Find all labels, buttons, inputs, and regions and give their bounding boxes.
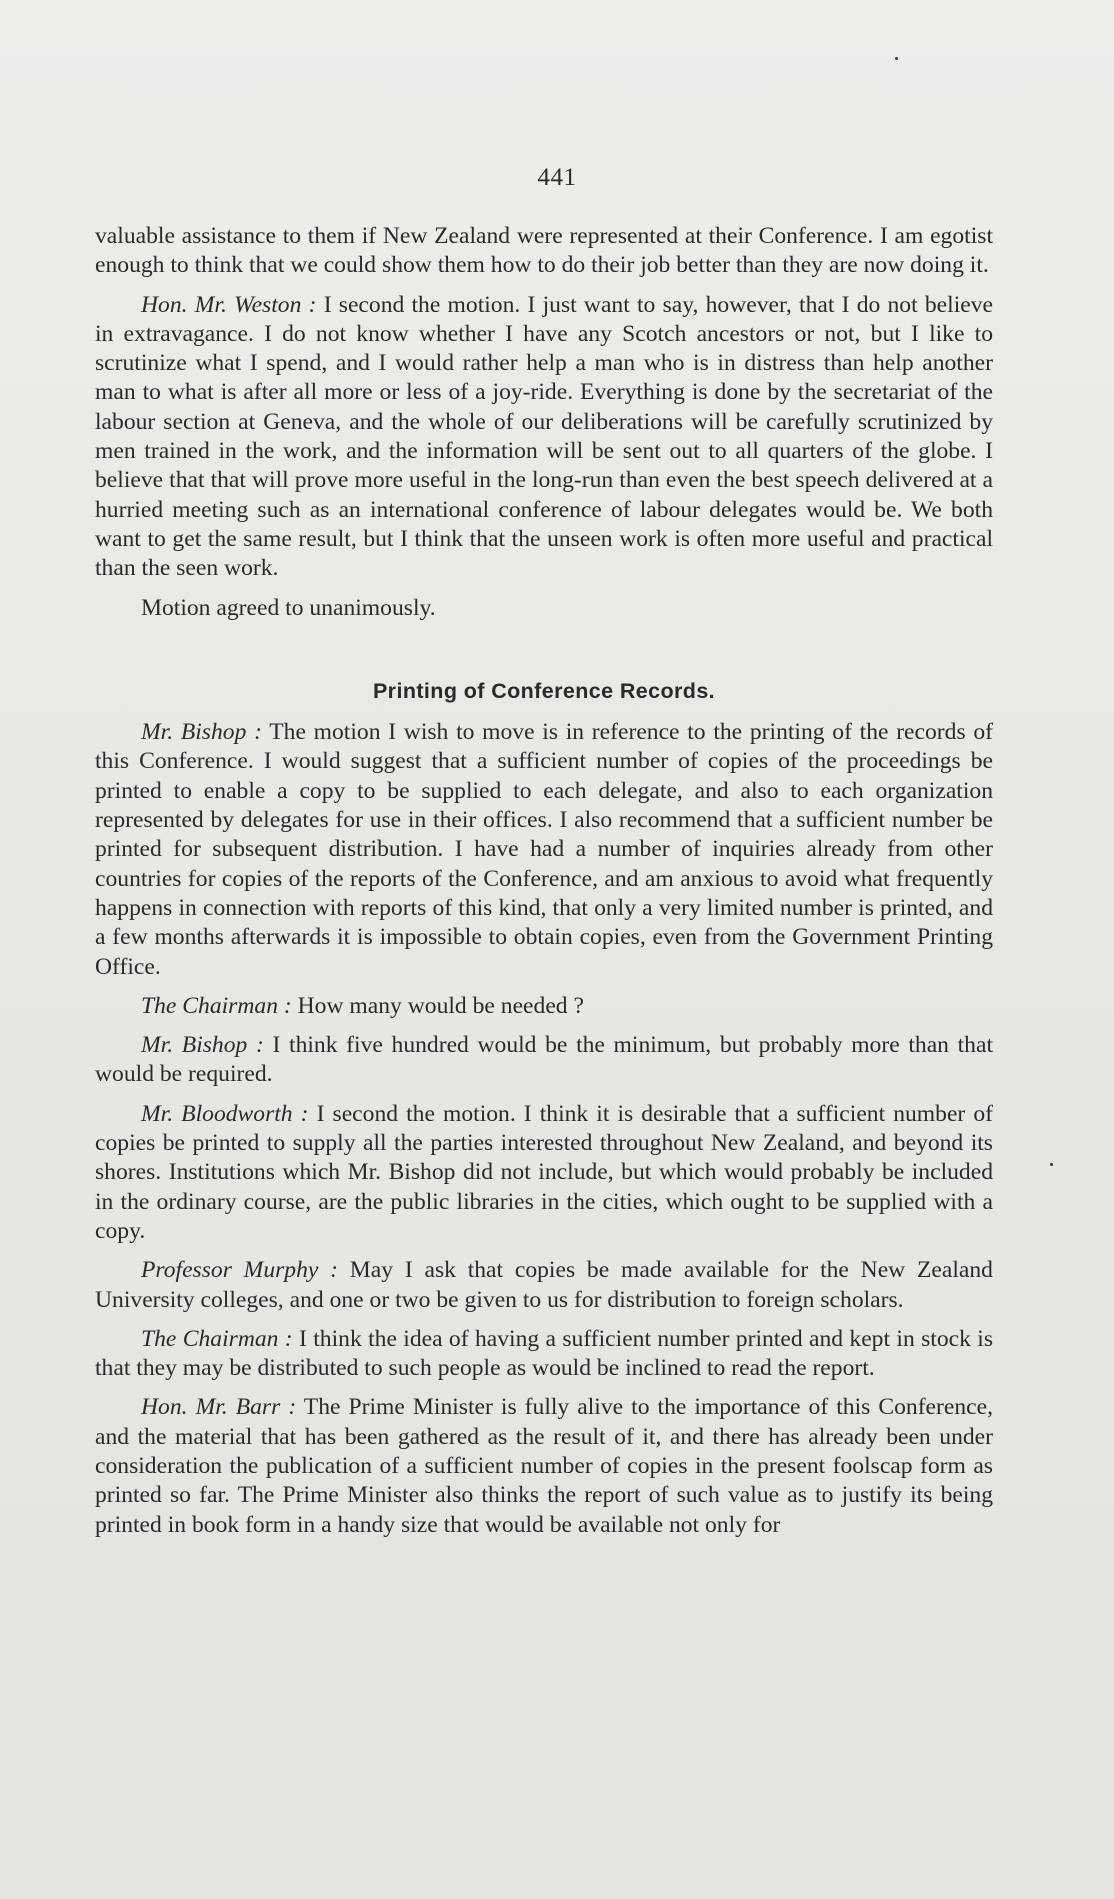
document-body xyxy=(95,222,993,1550)
speech-paragraph-weston xyxy=(95,291,993,584)
speech-text: I think the idea of having a sufficient number printed and kept in stock is that they may be distributed to such people as would be inclined to read the report. xyxy=(95,1325,993,1382)
speech-paragraph-bishop-1 xyxy=(95,718,993,982)
paper-speck xyxy=(895,57,898,60)
speech-paragraph-chairman-1 xyxy=(95,992,993,1021)
speech-text: May I ask that copies be made available for the New Zealand University colleges, and one or two be given to us for distribution to foreign scholars. xyxy=(95,1257,993,1313)
speech-text: The motion I wish to move is in reference to the printing of the records of this Conference. I would suggest that a sufficient number of copies of the proceedings be printed to enable a copy to be supplied to each delegate, and also to each organization represented by delegates for use in their offices. I also recommend that a sufficient number be printed for subsequent distribution. I have had a number of inquiries already from other countries for copies of the reports of the Conference, and am anxious to avoid what frequently happens in connection with reports of this kind, that only a very limited number is printed, and a few months afterwards it is impossible to obtain copies, even from the Government Printing Office. xyxy=(95,719,993,980)
speech-text: I second the motion. I think it is desirable that a sufficient number of copies be printed to supply all the parties interested throughout New Zealand, and beyond its shores. Institutions which Mr. Bishop did not include, but which would probably be included in the ordinary course, are the public libraries in the cities, which ought to be supplied with a copy. xyxy=(95,1100,993,1244)
speaker-name: Hon. Mr. Barr : xyxy=(141,1394,297,1421)
speech-text: I think five hundred would be the minimum, but probably more than that would be required. xyxy=(95,1032,994,1088)
speaker-name: Hon. Mr. Weston : xyxy=(141,291,317,318)
speaker-name: Mr. Bloodworth : xyxy=(141,1100,309,1127)
speaker-name: Mr. Bishop : xyxy=(141,719,262,746)
speaker-name: Mr. Bishop : xyxy=(141,1032,264,1059)
opening-paragraph: valuable assistance to them if New Zealand were represented at their Conference. I am egotist enough to think that we could show them how to do their job better than they are now doing it. xyxy=(95,223,993,279)
speaker-name: The Chairman : xyxy=(141,1325,293,1352)
speaker-name: Professor Murphy : xyxy=(141,1257,339,1284)
motion-result: Motion agreed to unanimously. xyxy=(141,594,436,621)
page-number: 441 xyxy=(537,164,577,191)
speech-text: I second the motion. I just want to say, however, that I do not believe in extravagance. I do not know whether I have any Scotch ancestors or not, but I like to scrutinize what I spend, and I would rather help a man who is in distress than help another man to what is after all more or less of a joy-ride. Everything is done by the secretariat of the labour section at Geneva, and the whole of our deliberations will be carefully scrutinized by men trained in the work, and the information will be sent out to all quarters of the globe. I believe that that will prove more useful in the long-run than even the best speech delivered at a hurried meeting such as an international conference of labour delegates would be. We both want to get the same result, but I think that the unseen work is often more useful and practical than the seen work. xyxy=(95,291,993,582)
speech-paragraph-chairman-2 xyxy=(95,1325,993,1384)
speech-paragraph-barr xyxy=(95,1393,993,1539)
section-heading: Printing of Conference Records. xyxy=(372,678,716,703)
speech-text: The Prime Minister is fully alive to the importance of this Conference, and the material that has been gathered as the result of it, and there has already been under consideration the publication of a sufficient number of copies in the present foolscap form as printed so far. The Prime Minister also thinks the report of such value as to justify its being printed in book form in a handy size that would be available not only for xyxy=(95,1394,993,1538)
speech-text: How many would be needed ? xyxy=(291,992,584,1019)
speaker-name: The Chairman : xyxy=(141,992,292,1019)
speech-paragraph-bishop-2 xyxy=(95,1031,993,1090)
paper-speck xyxy=(1050,1163,1053,1166)
speech-paragraph-murphy xyxy=(95,1256,993,1315)
speech-paragraph-bloodworth xyxy=(95,1100,993,1246)
